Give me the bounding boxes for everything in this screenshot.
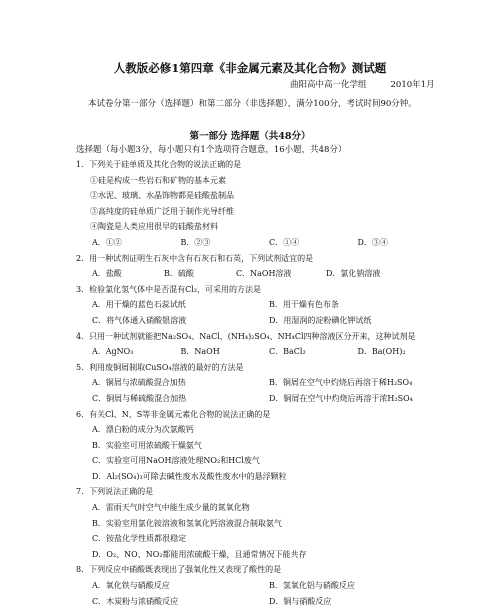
question-options xyxy=(76,375,446,391)
option: C．将气体通入硝酸银溶液 xyxy=(92,315,187,325)
option: D．Al₂(SO₄)₃可除去碱性废水及酸性废水中的悬浮颗粒 xyxy=(92,471,287,481)
option: C．实验室可用NaOH溶液处理NO₂和HCl废气 xyxy=(92,456,260,466)
exam-intro: 本试卷分第一部分（选择题）和第二部分（非选择题），满分100分，考试时间90分钟。 xyxy=(88,99,417,109)
question-options xyxy=(76,578,446,594)
question-options xyxy=(76,391,446,407)
option: C．木炭粉与浓硝酸反应 xyxy=(92,596,179,606)
option: C．铜屑与稀硫酸混合加热 xyxy=(92,393,187,403)
option: A．氧化铁与硝酸反应 xyxy=(92,581,170,591)
option: D．Ba(OH)₂ xyxy=(357,347,406,357)
option: B．用干燥有色布条 xyxy=(269,300,339,310)
option: B．铜屑在空气中灼烧后再溶于稀H₂SO₄ xyxy=(269,378,413,388)
option: B．实验室可用浓硫酸干燥氨气 xyxy=(92,440,202,450)
question-statement: ③高纯度的硅单质广泛用于制作光导纤维 xyxy=(90,206,234,216)
question-stem: 6．有关Cl、N、S等非金属元素化合物的说法正确的是 xyxy=(76,409,271,419)
question-list xyxy=(76,157,446,609)
option: A．AgNO₃ xyxy=(92,347,134,357)
question-stem: 7．下列说法正确的是 xyxy=(76,487,154,497)
option: D．氯化钠溶液 xyxy=(326,269,381,279)
option: C．①④ xyxy=(269,237,300,247)
question-stem: 4．只用一种试剂就能把Na₂SO₄、NaCl、(NH₄)₂SO₄、NH₄Cl四种溶液区分开来，这种试剂是 xyxy=(76,331,416,341)
option: C．NaOH溶液 xyxy=(236,269,292,279)
option: B．实验室用氯化铵溶液和氢氧化钙溶液混合制取氨气 xyxy=(92,518,282,528)
option: C．BaCl₂ xyxy=(269,347,306,357)
document-title: 人教版必修1第四章《非金属元素及其化合物》测试题 xyxy=(113,61,387,75)
option: A．用干燥的蓝色石蕊试纸 xyxy=(92,300,186,310)
part1-note: 选择题（每小题3分，每小题只有1个选项符合题意，16小题，共48分） xyxy=(76,145,347,155)
question-stem: 8．下列反应中硝酸既表现出了强氧化性又表现了酸性的是 xyxy=(76,565,282,575)
document-byline xyxy=(290,78,435,90)
option: A．雷雨天气时空气中能生成少量的氮氧化物 xyxy=(92,503,250,513)
option: D．铜屑在空气中灼烧后再溶于浓H₂SO₄ xyxy=(269,393,413,403)
question-options xyxy=(76,297,446,313)
option: D．用湿润的淀粉碘化钾试纸 xyxy=(269,315,372,325)
question-stem: 2．用一种试剂证明生石灰中含有石灰石和石英，下列试剂适宜的是 xyxy=(76,253,314,263)
question-statement: ②水泥、玻璃、水晶饰物都是硅酸盐制品 xyxy=(90,191,234,201)
question-statement: ④陶瓷是人类应用很早的硅酸盐材料 xyxy=(90,222,218,232)
question-options xyxy=(76,313,446,329)
option: A．漂白粉的成分为次氯酸钙 xyxy=(92,425,194,435)
option: D．③④ xyxy=(357,237,388,247)
option: A．①② xyxy=(92,237,122,247)
question-statement: ①硅是构成一些岩石和矿物的基本元素 xyxy=(90,175,226,185)
option: D．O₂、NO、NO₂都能用浓硫酸干燥，且通常情况下能共存 xyxy=(92,549,307,559)
question-options xyxy=(76,594,446,609)
option: C．铵盐化学性质都很稳定 xyxy=(92,534,187,544)
question-stem: 5．利用废铜屑制取CuSO₄溶液的最好的方法是 xyxy=(76,362,244,372)
option: D．铜与硝酸反应 xyxy=(269,596,332,606)
question-stem: 3．检验氯化氢气体中是否混有Cl₂，可采用的方法是 xyxy=(76,284,261,294)
option: A．铜屑与浓硫酸混合加热 xyxy=(92,378,186,388)
document-date: 2010年1月 xyxy=(390,80,435,90)
question-stem: 1．下列关于硅单质及其化合物的说法正确的是 xyxy=(76,160,242,169)
school-name: 曲阳高中高一化学组 xyxy=(290,80,367,90)
question-options xyxy=(76,235,446,251)
option: B．氢氧化铝与硝酸反应 xyxy=(269,581,355,591)
option: A．盐酸 xyxy=(92,269,122,279)
option: B．②③ xyxy=(180,237,211,247)
part1-heading: 第一部分 选择题（共48分） xyxy=(189,131,311,142)
question-options xyxy=(76,344,446,360)
option: B．NaOH xyxy=(180,347,220,357)
question-options xyxy=(76,266,446,282)
option: B．硫酸 xyxy=(164,269,194,279)
